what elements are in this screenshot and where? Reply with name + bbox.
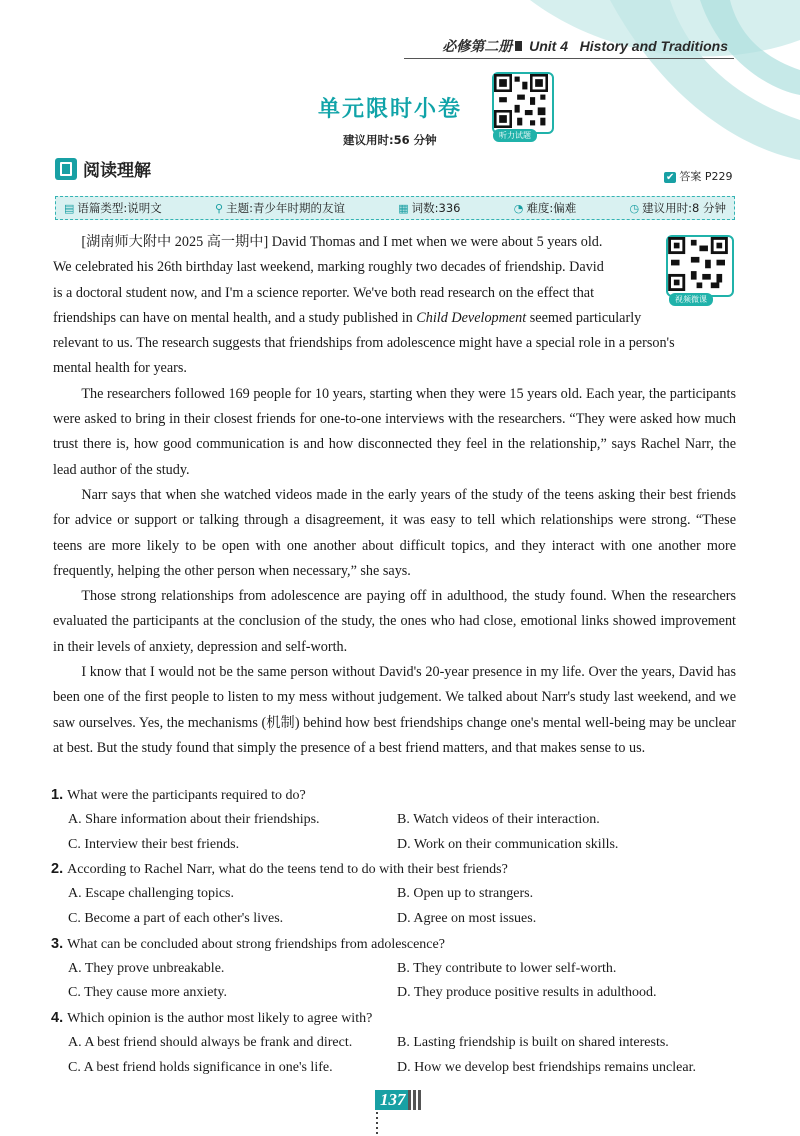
option-c[interactable]: C. A best friend holds significance in one's life.: [68, 1059, 333, 1075]
option-a[interactable]: A. Escape challenging topics.: [68, 886, 235, 902]
paragraph-1: [53, 230, 736, 306]
question-text: According to Rachel Narr, what do the teens tend to do with their best friends?: [67, 862, 508, 878]
option-c[interactable]: C. Interview their best friends.: [68, 836, 240, 852]
question-number: 3.: [51, 935, 64, 952]
question-stem: [51, 857, 741, 882]
qr-code-icon: [494, 74, 548, 128]
info-theme: [215, 200, 345, 216]
option-row: [51, 882, 741, 907]
paragraph-3: Narr says that when she watched videos made in the early years of the study of the teens asking their best friends for advice or support or talking through a disagreement, it was easy to tell which relationships were strong. “These teens are more likely to be open with one another about difficult topics, and they interact with one another more frequently, helping the other person when necessary,” she says.: [53, 486, 736, 579]
question-item: [51, 932, 741, 1006]
section-header: [55, 156, 151, 181]
option-d[interactable]: D. Work on their communication skills.: [397, 836, 619, 852]
page-number-decoration: [408, 1090, 422, 1110]
info-theme-text: 主题:青少年时期的友谊: [226, 201, 345, 215]
qr-code-listening[interactable]: [492, 72, 554, 134]
option-d[interactable]: D. Agree on most issues.: [397, 911, 537, 927]
section-title: 阅读理解: [83, 161, 151, 181]
question-text: What were the participants required to do?: [67, 788, 306, 803]
option-row: [51, 957, 741, 982]
option-d[interactable]: D. How we develop best friendships remains unclear.: [397, 1059, 696, 1075]
running-head: [442, 36, 728, 56]
option-b[interactable]: B. They contribute to lower self-worth.: [397, 960, 617, 976]
paragraph-4: Those strong relationships from adolescence are paying off in adulthood, the study found. When the researchers evaluated the participants at the conclusion of the study, the ones who had close, emotional links showed improvement in their levels of anxiety, depression and self-worth.: [53, 588, 736, 655]
passage-line: [湖南师大附中 2025 高一期中] David Thomas and I met when we were about 5 years old.: [81, 234, 603, 250]
answer-reference: [664, 168, 733, 184]
option-b[interactable]: B. Lasting friendship is built on shared interests.: [397, 1035, 669, 1051]
info-word-count: [398, 200, 460, 216]
book-part: 必修第二册: [442, 38, 513, 54]
clock-icon: ◷: [629, 202, 640, 215]
passage-info-bar: [55, 196, 735, 220]
info-word-count-text: 词数:336: [411, 201, 461, 215]
option-row: [51, 833, 741, 858]
option-row: [51, 1031, 741, 1056]
paragraph-5: I know that I would not be the same person without David's 20-year presence in my life. Over the years, David has been one of the first people to listen to my mess without judgement. We talked about Narr's study last weekend, and we saw ourselves. Yes, the mechanisms (机制) behind how best friendships change one's mental well-being may be unclear at best. But the study found that simply the presence of a best friend matters, and that makes sense to us.: [53, 664, 736, 756]
option-row: [51, 981, 741, 1006]
question-item: [51, 1006, 741, 1080]
option-a[interactable]: A. Share information about their friendships.: [68, 812, 320, 827]
question-text: Which opinion is the author most likely to agree with?: [67, 1011, 373, 1027]
question-text: What can be concluded about strong friendships from adolescence?: [67, 936, 445, 952]
separator-block: [515, 41, 522, 51]
info-difficulty: [514, 200, 576, 216]
magnifier-icon: ⚲: [215, 202, 224, 215]
gauge-icon: ◔: [513, 202, 524, 215]
page-number: 137: [375, 1090, 411, 1110]
question-stem: [51, 1006, 741, 1031]
counter-icon: ▦: [398, 202, 409, 215]
question-item: [51, 783, 741, 857]
passage-line: is a doctoral student now, and I'm a science reporter. We've both read research on the effect that: [53, 284, 595, 301]
passage-text: seemed particularly: [526, 309, 642, 326]
info-time-text: 建议用时:8 分钟: [642, 201, 726, 215]
reading-passage: [53, 230, 736, 761]
passage-line: mental health for years.: [53, 360, 187, 377]
passage-line: relevant to us. The research suggests that friendships from adolescence might have a special role in a person's: [53, 335, 675, 352]
unit-label: Unit 4: [529, 38, 568, 54]
option-a[interactable]: A. They prove unbreakable.: [68, 960, 225, 976]
question-number: 1.: [51, 787, 64, 803]
book-icon: ▤: [64, 202, 75, 215]
answer-page: 答案 P229: [679, 170, 733, 183]
info-genre: [64, 200, 162, 216]
question-number: 2.: [51, 861, 64, 878]
qr-label-video: 视频微课: [669, 293, 713, 306]
option-row: [51, 1056, 741, 1081]
option-c[interactable]: C. They cause more anxiety.: [68, 985, 228, 1001]
unit-title: History and Traditions: [579, 38, 728, 54]
option-c[interactable]: C. Become a part of each other's lives.: [68, 911, 284, 927]
option-d[interactable]: D. They produce positive results in adulthood.: [397, 985, 657, 1001]
option-row: [51, 808, 741, 833]
question-stem: [51, 783, 741, 808]
question-list: [51, 783, 741, 1081]
suggested-total-time: 建议用时:56 分钟: [343, 133, 437, 147]
option-b[interactable]: B. Watch videos of their interaction.: [397, 812, 600, 827]
journal-title: Child Development: [416, 309, 527, 326]
info-genre-text: 语篇类型:说明文: [77, 201, 162, 215]
quiz-title: 单元限时小卷: [318, 97, 463, 122]
option-a[interactable]: A. A best friend should always be frank and direct.: [68, 1035, 353, 1051]
option-row: [51, 907, 741, 932]
passage-line: We celebrated his 26th birthday last weekend, marking roughly two decades of friendship. David: [53, 259, 604, 276]
option-b[interactable]: B. Open up to strangers.: [397, 886, 534, 902]
info-time: [630, 200, 726, 216]
question-item: [51, 857, 741, 931]
header-rule: [404, 58, 734, 59]
passage-text: friendships can have on mental health, and a study published in: [53, 309, 417, 326]
brush-icon: [55, 158, 77, 180]
info-difficulty-text: 难度:偏难: [526, 201, 577, 215]
question-number: 4.: [51, 1010, 64, 1027]
page-dots: [376, 1112, 378, 1136]
question-stem: [51, 932, 741, 957]
paragraph-1-cont: [53, 306, 736, 382]
paragraph-2: The researchers followed 169 people for 10 years, starting when they were 15 years old. Each year, the participants were asked to bring in their closest friends for one-to-one interviews with the researchers. “They were asked how much trust there is, how good communication is and how disconnected they feel in the relationship,” says Rachel Narr, the lead author of the study.: [53, 385, 736, 478]
qr-label-listening: 听力试题: [493, 129, 537, 142]
checkmark-icon: ✔: [666, 172, 675, 183]
